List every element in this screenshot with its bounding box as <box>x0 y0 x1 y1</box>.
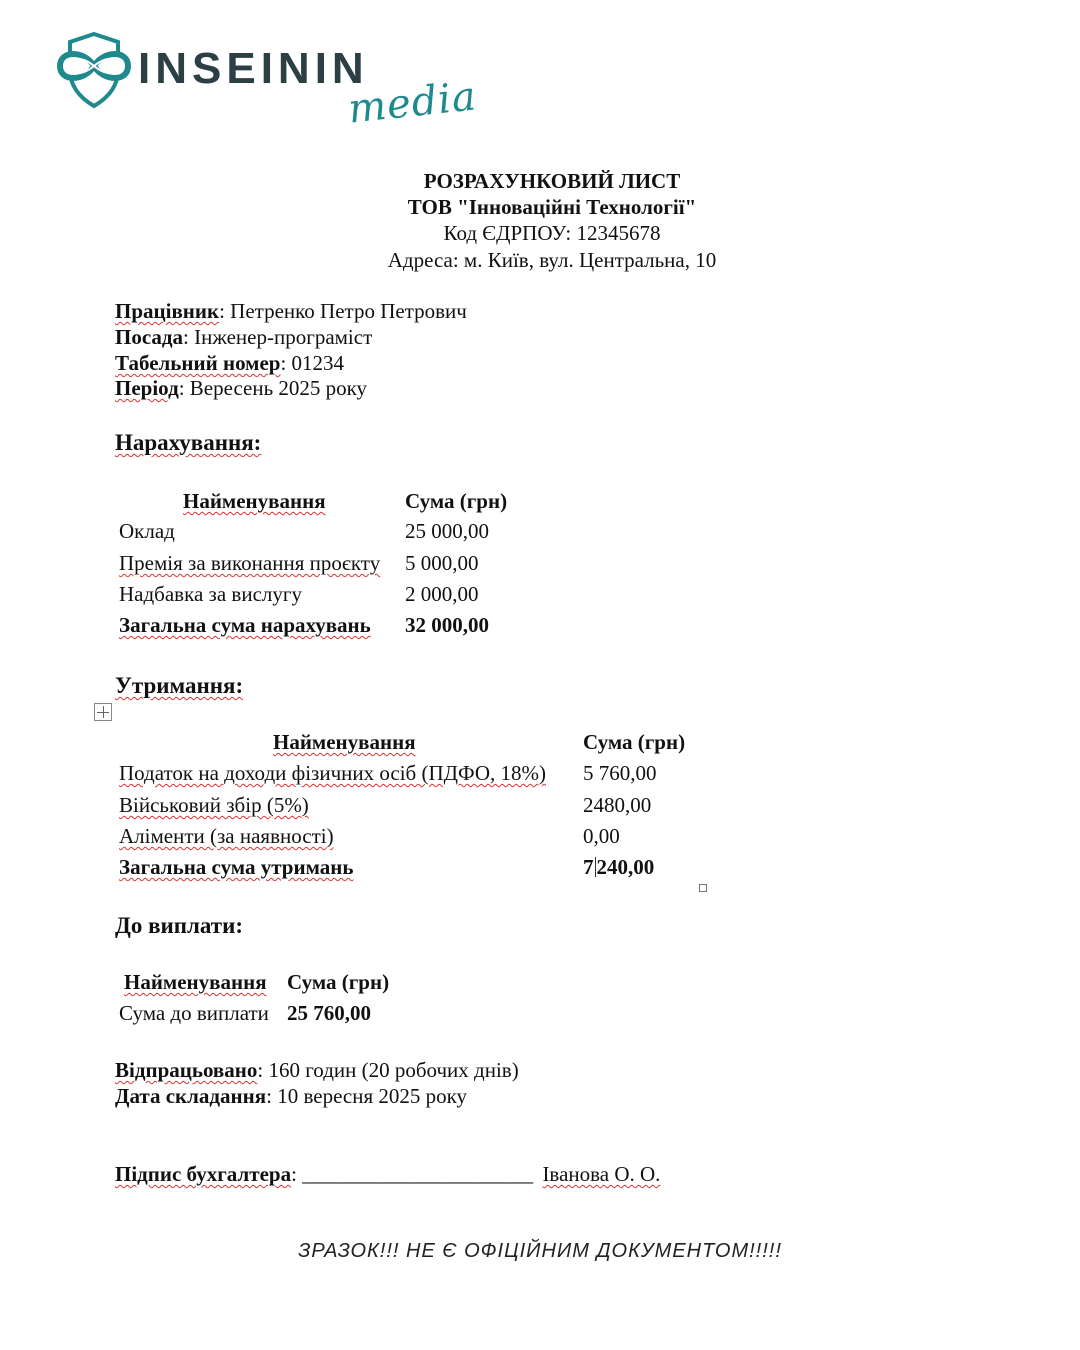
table-move-handle-icon[interactable] <box>94 703 112 721</box>
payout-col-sum: Сума (грн) <box>287 970 390 994</box>
position-value: : Інженер-програміст <box>183 325 373 349</box>
infinity-shield-icon <box>52 30 136 110</box>
company-code: Код ЄДРПОУ: 12345678 <box>443 221 661 245</box>
worked-label: Відпрацьовано <box>115 1058 258 1082</box>
document-title: РОЗРАХУНКОВИЙ ЛИСТ <box>423 169 681 193</box>
signature-blank: : ______________________ <box>291 1162 534 1186</box>
payout-heading <box>115 913 243 939</box>
sample-watermark: ЗРАЗОК!!! НЕ Є ОФІЦІЙНИМ ДОКУМЕНТОМ!!!!! <box>298 1240 782 1262</box>
deductions-total-sum-part1: 7 <box>583 855 594 879</box>
deduction-row-sum: 2480,00 <box>583 793 652 817</box>
deductions-col-name: Найменування <box>273 730 416 754</box>
company-address: Адреса: м. Київ, вул. Центральна, 10 <box>387 248 717 272</box>
tab-number-line <box>115 351 344 376</box>
payout-col-name: Найменування <box>124 970 267 994</box>
accrual-row-sum: 5 000,00 <box>405 551 479 575</box>
period-line <box>115 376 367 401</box>
deductions-total-sum <box>583 855 654 880</box>
accrual-row-name: Премія за виконання проєкту <box>119 551 381 575</box>
date-line <box>115 1084 467 1109</box>
employee-line <box>115 299 467 324</box>
company-logo <box>52 30 479 133</box>
tab-number-value: : 01234 <box>280 351 345 375</box>
date-value: : 10 вересня 2025 року <box>266 1084 468 1108</box>
accrual-row-sum: 25 000,00 <box>405 519 489 543</box>
deductions-total-sum-part2: 240,00 <box>596 855 655 879</box>
logo-sub: media <box>345 73 479 133</box>
deduction-row-sum: 0,00 <box>583 824 620 848</box>
employee-label: Працівник <box>115 299 220 323</box>
deduction-row-name: Податок на доходи фізичних осіб (ПДФО, 18%) <box>119 761 546 785</box>
signature-name: Іванова О. О. <box>542 1162 661 1186</box>
payout-row-sum: 25 760,00 <box>287 1001 371 1025</box>
accruals-col-name: Найменування <box>183 489 326 513</box>
accruals-total-sum: 32 000,00 <box>405 613 489 637</box>
deduction-row-sum: 5 760,00 <box>583 761 657 785</box>
deduction-row-name: Аліменти (за наявності) <box>119 824 334 848</box>
deduction-row-name: Військовий збір (5%) <box>119 793 309 817</box>
position-label: Посада <box>115 325 184 349</box>
position-line <box>115 325 372 350</box>
deductions-col-sum: Сума (грн) <box>583 730 686 754</box>
worked-value: : 160 годин (20 робочих днів) <box>257 1058 519 1082</box>
payout-heading-text: До виплати: <box>115 913 244 938</box>
text-cursor <box>595 857 596 877</box>
employee-name: : Петренко Петро Петрович <box>219 299 467 323</box>
table-resize-handle-icon[interactable] <box>699 884 707 892</box>
tab-number-label: Табельний номер <box>115 351 281 375</box>
accrual-row-name: Оклад <box>119 519 175 543</box>
signature-label: Підпис бухгалтера <box>115 1162 292 1186</box>
period-value: : Вересень 2025 року <box>178 376 368 400</box>
period-label: Період <box>115 376 179 400</box>
accrual-row-name: Надбавка за вислугу <box>119 582 302 606</box>
signature-line <box>115 1162 660 1187</box>
accruals-heading: Нарахування: <box>115 430 262 455</box>
logo-brand: INSEININ <box>138 44 369 93</box>
accrual-row-sum: 2 000,00 <box>405 582 479 606</box>
date-label: Дата складання <box>115 1084 267 1108</box>
deductions-total-name: Загальна сума утримань <box>119 855 354 879</box>
worked-line <box>115 1058 519 1083</box>
deductions-heading: Утримання: <box>115 673 244 698</box>
accruals-col-sum: Сума (грн) <box>405 489 508 513</box>
payout-row-name: Сума до виплати <box>119 1001 269 1025</box>
company-name: ТОВ "Інноваційні Технології" <box>407 195 697 219</box>
accruals-total-name: Загальна сума нарахувань <box>119 613 371 637</box>
